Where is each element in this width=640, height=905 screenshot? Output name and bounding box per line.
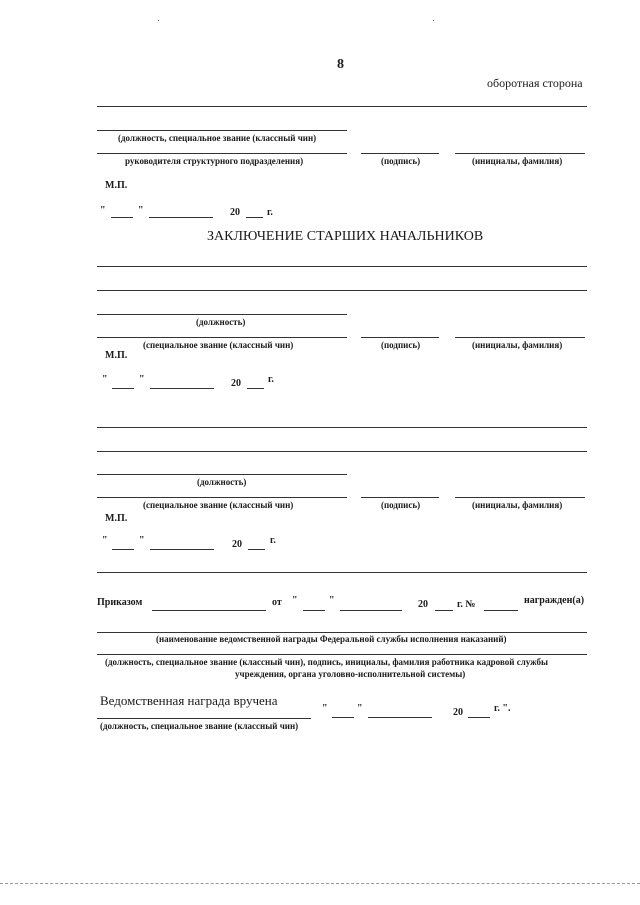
name-caption: (инициалы, фамилия) [472, 500, 563, 510]
name-caption: (инициалы, фамилия) [472, 340, 563, 350]
handover-year-suffix: г. ". [494, 703, 511, 714]
year-field[interactable] [248, 549, 265, 550]
order-year-field[interactable] [435, 610, 453, 611]
handover-month-field[interactable] [368, 717, 432, 718]
scan-edge [0, 883, 640, 884]
signature-field[interactable] [361, 497, 439, 498]
quote-open: " [102, 374, 108, 385]
head-field[interactable] [97, 153, 347, 154]
quote-close: " [357, 703, 363, 714]
handover-year-prefix: 20 [453, 707, 463, 718]
handover-position-field[interactable] [97, 718, 311, 719]
quote-close: " [329, 595, 335, 606]
scan-speck [158, 20, 159, 21]
award-name-field[interactable] [97, 632, 587, 633]
stamp-label: М.П. [105, 513, 128, 524]
name-field[interactable] [455, 497, 585, 498]
position-field[interactable] [97, 314, 347, 315]
day-field[interactable] [112, 388, 134, 389]
hr-caption-line2: учреждения, органа уголовно-исполнительной системы) [235, 669, 466, 679]
quote-open: " [100, 205, 106, 216]
award-caption: (наименование ведомственной награды Федеральной службы исполнения наказаний) [156, 634, 507, 644]
order-day-field[interactable] [303, 610, 325, 611]
order-issuer-field[interactable] [152, 610, 266, 611]
hr-officer-field[interactable] [97, 654, 587, 655]
handover-day-field[interactable] [332, 717, 354, 718]
day-field[interactable] [111, 217, 133, 218]
position-field[interactable] [97, 474, 347, 475]
position-caption: (должность, специальное звание (классный чин) [118, 133, 317, 143]
hr-caption-line1: (должность, специальное звание (классный чин), подпись, инициалы, фамилия работника кадровой службы [105, 657, 549, 667]
month-field[interactable] [150, 388, 214, 389]
signature-caption: (подпись) [381, 500, 421, 510]
quote-open: " [102, 535, 108, 546]
section-title: ЗАКЛЮЧЕНИЕ СТАРШИХ НАЧАЛЬНИКОВ [207, 229, 484, 244]
order-number-field[interactable] [484, 610, 518, 611]
year-suffix: г. [268, 374, 274, 385]
order-from: от [272, 597, 282, 608]
quote-close: " [139, 374, 145, 385]
reverse-side-note: оборотная сторона [487, 76, 583, 90]
name-field[interactable] [455, 337, 585, 338]
rank-caption: (специальное звание (классный чин) [143, 500, 294, 510]
year-prefix: 20 [232, 539, 242, 550]
signature-caption: (подпись) [381, 156, 421, 166]
year-prefix: 20 [231, 378, 241, 389]
month-field[interactable] [150, 549, 214, 550]
quote-open: " [292, 595, 298, 606]
rank-field[interactable] [97, 337, 347, 338]
scan-speck [433, 20, 434, 21]
stamp-label: М.П. [105, 350, 128, 361]
year-field[interactable] [246, 217, 263, 218]
handover-title: Ведомственная награда вручена [100, 693, 278, 708]
year-suffix: г. [270, 535, 276, 546]
rule [97, 106, 587, 107]
month-field[interactable] [149, 217, 213, 218]
quote-open: " [322, 703, 328, 714]
handover-year-field[interactable] [468, 717, 490, 718]
stamp-label: М.П. [105, 180, 128, 191]
position-caption: (должность) [197, 477, 247, 487]
rank-field[interactable] [97, 497, 347, 498]
head-caption: руководителя структурного подразделения) [125, 156, 304, 166]
conclusion-line[interactable] [97, 266, 587, 267]
year-suffix: г. [267, 207, 273, 218]
name-caption: (инициалы, фамилия) [472, 156, 563, 166]
day-field[interactable] [112, 549, 134, 550]
order-number-label: г. № [457, 599, 476, 610]
rank-caption: (специальное звание (классный чин) [143, 340, 294, 350]
rule [97, 572, 587, 573]
page-number: 8 [337, 57, 344, 72]
order-awarded: награжден(а) [524, 595, 585, 606]
quote-close: " [138, 205, 144, 216]
conclusion-line[interactable] [97, 427, 587, 428]
handover-caption: (должность, специальное звание (классный чин) [100, 721, 299, 731]
signature-caption: (подпись) [381, 340, 421, 350]
signature-field[interactable] [361, 153, 439, 154]
quote-close: " [139, 535, 145, 546]
order-prefix: Приказом [97, 597, 143, 608]
year-field[interactable] [247, 388, 264, 389]
signature-field[interactable] [361, 337, 439, 338]
conclusion-line[interactable] [97, 451, 587, 452]
position-field[interactable] [97, 130, 347, 131]
name-field[interactable] [455, 153, 585, 154]
conclusion-line[interactable] [97, 290, 587, 291]
order-month-field[interactable] [340, 610, 402, 611]
year-prefix: 20 [230, 207, 240, 218]
position-caption: (должность) [196, 317, 246, 327]
order-year-prefix: 20 [418, 599, 428, 610]
